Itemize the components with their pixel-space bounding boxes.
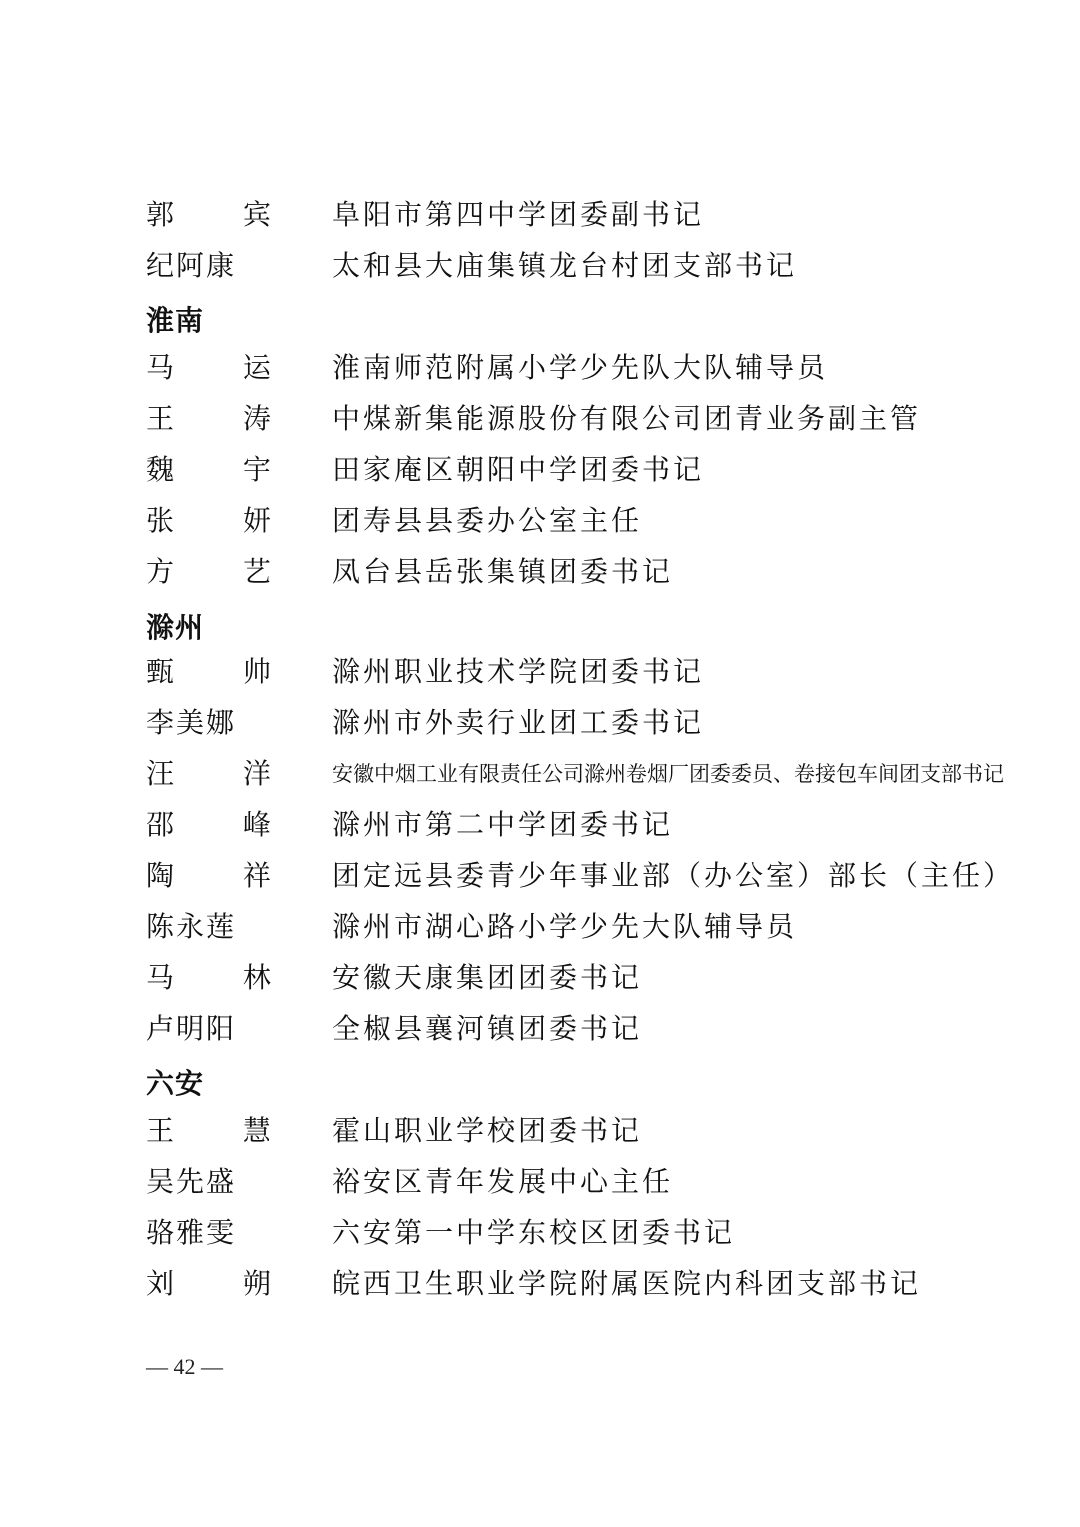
person-name: 李美娜 (146, 706, 237, 739)
person-name: 方 艺 (146, 555, 301, 588)
person-title: 团寿县县委办公室主任 (332, 504, 643, 537)
region-heading-luan: 六安 (146, 1067, 205, 1100)
person-name: 王 涛 (146, 402, 301, 435)
person-title: 田家庵区朝阳中学团委书记 (332, 453, 705, 486)
person-name: 甄 帅 (146, 655, 301, 688)
person-name: 刘 朔 (146, 1267, 301, 1300)
person-name: 张 妍 (146, 504, 301, 537)
person-name: 马 林 (146, 961, 301, 994)
person-title: 团定远县委青少年事业部（办公室）部长（主任） (332, 859, 1015, 892)
page-number: — 42 — (146, 1354, 223, 1379)
person-name: 纪阿康 (146, 249, 237, 282)
person-title: 中煤新集能源股份有限公司团青业务副主管 (332, 402, 922, 435)
person-title: 滁州市湖心路小学少先大队辅导员 (332, 910, 798, 943)
person-title: 皖西卫生职业学院附属医院内科团支部书记 (332, 1267, 922, 1300)
person-name: 骆雅雯 (146, 1216, 237, 1249)
person-title: 裕安区青年发展中心主任 (332, 1165, 674, 1198)
person-title: 全椒县襄河镇团委书记 (332, 1012, 643, 1045)
person-name: 陈永莲 (146, 910, 237, 943)
person-title: 淮南师范附属小学少先队大队辅导员 (332, 351, 829, 384)
person-title: 安徽中烟工业有限责任公司滁州卷烟厂团委委员、卷接包车间团支部书记 (332, 762, 1004, 786)
person-name: 王 慧 (146, 1114, 301, 1147)
person-title: 凤台县岳张集镇团委书记 (332, 555, 674, 588)
person-title: 安徽天康集团团委书记 (332, 961, 643, 994)
person-name: 吴先盛 (146, 1165, 237, 1198)
person-name: 郭 宾 (146, 198, 301, 231)
person-name: 魏 宇 (146, 453, 301, 486)
person-title: 滁州市外卖行业团工委书记 (332, 706, 705, 739)
person-name: 邵 峰 (146, 808, 301, 841)
person-name: 马 运 (146, 351, 301, 384)
person-title: 阜阳市第四中学团委副书记 (332, 198, 705, 231)
person-title: 滁州市第二中学团委书记 (332, 808, 674, 841)
person-name: 汪 洋 (146, 757, 301, 790)
person-title: 滁州职业技术学院团委书记 (332, 655, 705, 688)
person-title: 霍山职业学校团委书记 (332, 1114, 643, 1147)
person-title: 太和县大庙集镇龙台村团支部书记 (332, 249, 798, 282)
person-name: 陶 祥 (146, 859, 301, 892)
person-name: 卢明阳 (146, 1012, 237, 1045)
region-heading-chuzhou: 滁州 (146, 611, 205, 644)
region-heading-huainan: 淮南 (146, 304, 205, 337)
person-title: 六安第一中学东校区团委书记 (332, 1216, 736, 1249)
